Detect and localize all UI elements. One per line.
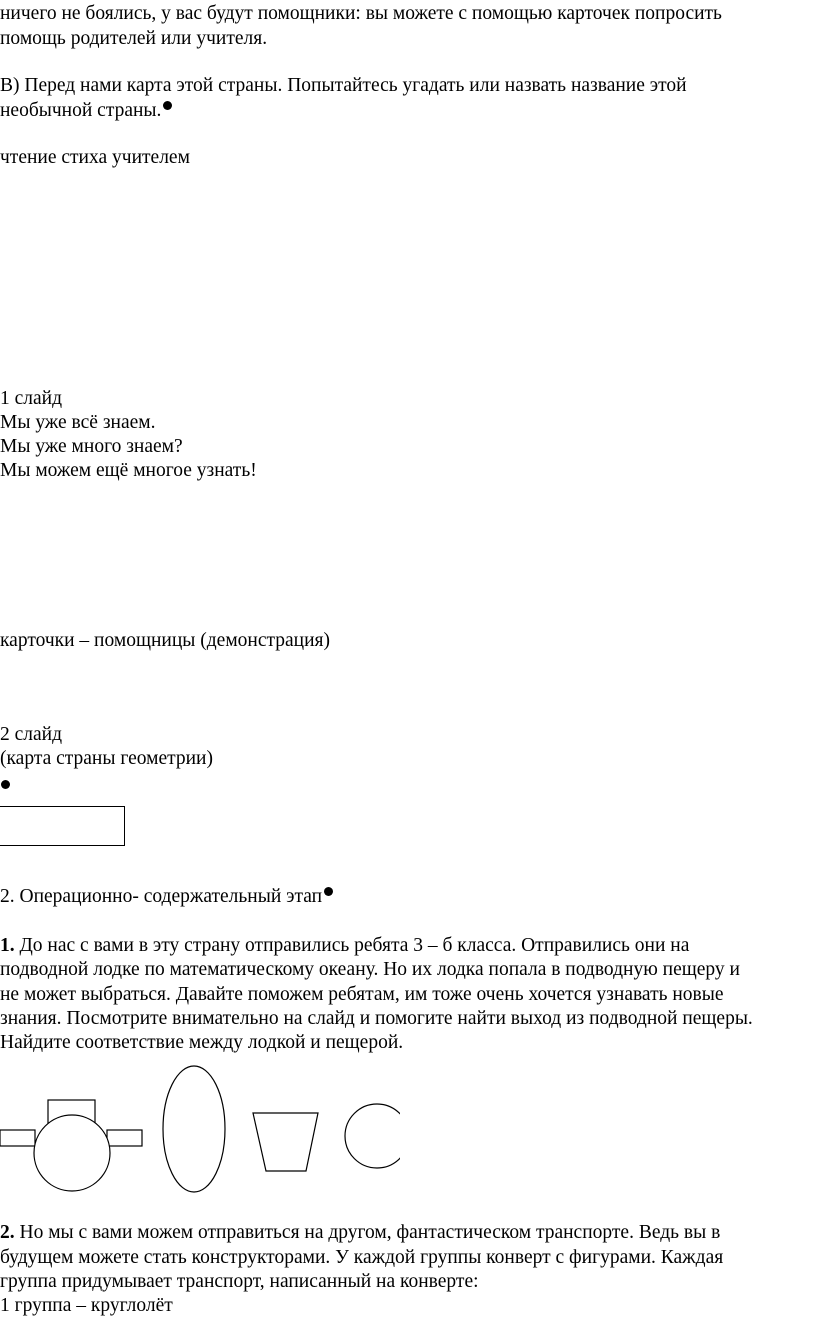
slide-2-caption: (карта страны геометрии) — [0, 748, 213, 769]
bullet-dot-icon — [1, 780, 10, 789]
empty-frame — [0, 806, 125, 846]
slide-1-title: 1 слайд — [0, 388, 63, 409]
cards-note: карточки – помощницы (демонстрация) — [0, 630, 331, 651]
task-2-line-2: будущем можете стать конструкторами. У каждой группы конверт с фигурами. Каждая — [0, 1247, 724, 1268]
intro-line-2: помощь родителей или учителя. — [0, 28, 268, 49]
slide-1-line: Мы уже много знаем? — [0, 436, 183, 457]
task-1-line-4: знания. Посмотрите внимательно на слайд и помогите найти выход из подводной пещеры. — [0, 1008, 753, 1029]
bullet-dot-icon — [163, 101, 172, 110]
task-2-number: 2. — [0, 1222, 15, 1243]
task-1-line-1: 1. До нас с вами в эту страну отправились ребята 3 – б класса. Отправились они на — [0, 935, 690, 956]
boat-figure — [0, 1100, 142, 1191]
task-1-line-3: не может выбраться. Давайте поможем ребятам, им тоже очень хочется узнавать новые — [0, 984, 724, 1005]
task-1-line-2: подводной лодке по математическому океану. Но их лодка попала в подводную пещеру и — [0, 959, 740, 980]
intro-line-1: ничего не боялись, у вас будут помощники: вы можете с помощью карточек попросить — [0, 3, 722, 24]
slide-2-title: 2 слайд — [0, 724, 63, 745]
trapezoid-figure — [253, 1113, 318, 1171]
slide-1-line: Мы уже всё знаем. — [0, 412, 156, 433]
bullet-dot-icon — [324, 887, 333, 896]
poem-note: чтение стиха учителем — [0, 147, 190, 168]
section-b-line-2: необычной страны. — [0, 99, 172, 123]
section-b-line-1: В) Перед нами карта этой страны. Попытайтесь угадать или назвать название этой — [0, 75, 687, 96]
task-2-line-4: 1 группа – круглолёт — [0, 1295, 173, 1316]
figures-row — [0, 1060, 400, 1200]
oval-figure — [163, 1066, 225, 1192]
task-1-line-5: Найдите соответствие между лодкой и пещерой. — [0, 1032, 404, 1053]
slide-1-line: Мы можем ещё многое узнать! — [0, 460, 257, 481]
task-2-line-1: 2. Но мы с вами можем отправиться на другом, фантастическом транспорте. Ведь вы в — [0, 1222, 721, 1243]
task-1-number: 1. — [0, 935, 15, 956]
stage-2-heading: 2. Операционно- содержательный этап — [0, 885, 333, 909]
task-2-line-3: группа придумывает транспорт, написанный на конверте: — [0, 1271, 479, 1292]
circle-figure — [345, 1104, 400, 1168]
